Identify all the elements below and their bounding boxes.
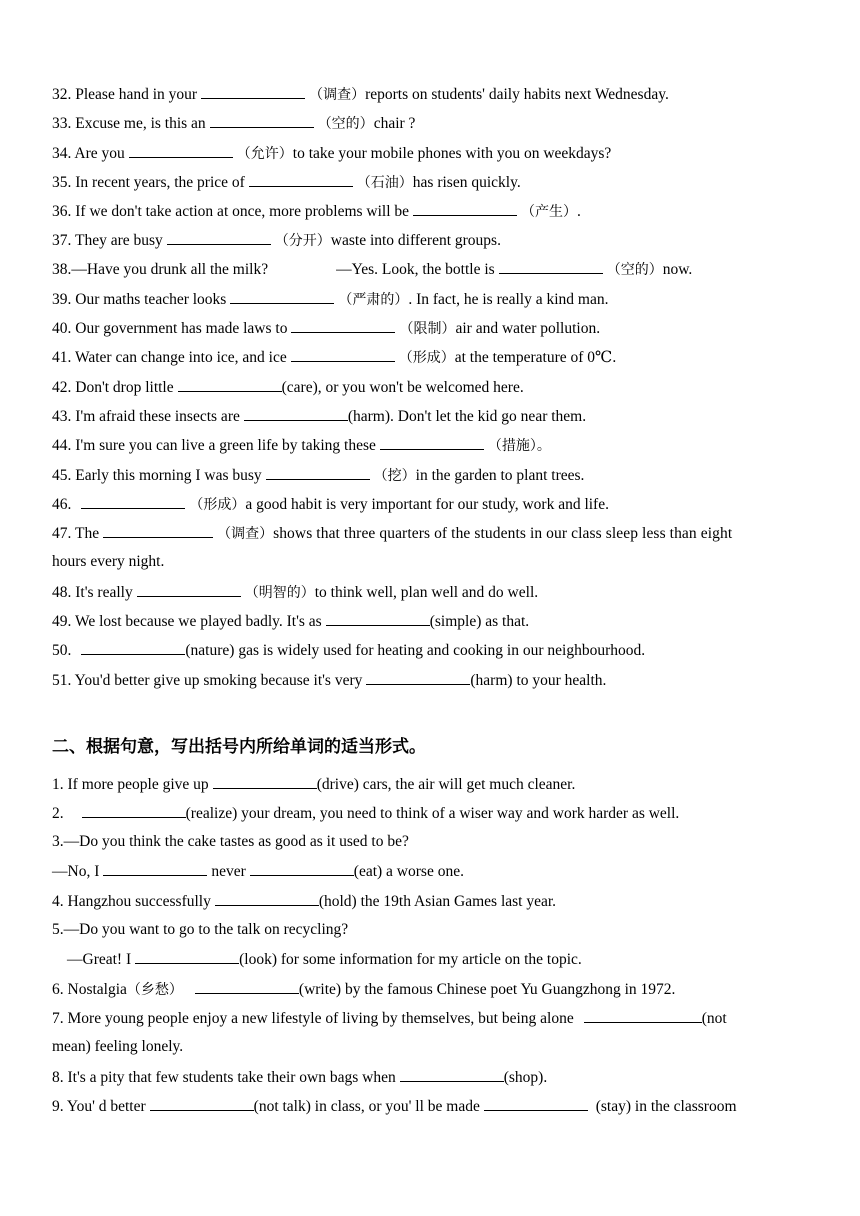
answer-blank[interactable]: [326, 611, 430, 626]
section-heading: 二、根据句意，写出括号内所给单词的适当形式。: [52, 737, 426, 757]
question-text-continued: mean) feeling lonely.: [52, 1038, 184, 1055]
question-s2-3-response: [52, 861, 810, 882]
question-text: 8. It's a pity that few students take their own bags when: [52, 1069, 396, 1086]
question-text: 42. Don't drop little: [52, 379, 174, 396]
question-text: 4. Hangzhou successfully: [52, 893, 211, 910]
answer-blank[interactable]: [81, 494, 185, 509]
hint-text: （空的）: [317, 116, 374, 132]
hint-text: (nature): [185, 642, 235, 659]
hint-text: （挖）: [373, 468, 416, 484]
question-45: [52, 465, 810, 486]
question-s2-7: [52, 1008, 810, 1029]
question-47: [52, 523, 810, 544]
hint-text: （允许）: [236, 146, 293, 162]
hint-text: （产生）: [521, 204, 578, 220]
hint-text: （严肃的）: [338, 292, 409, 308]
question-41: [52, 347, 810, 368]
hint-text: (harm): [470, 672, 513, 689]
answer-blank[interactable]: [150, 1096, 254, 1111]
question-text: —Great! I: [67, 951, 132, 968]
answer-blank[interactable]: [137, 582, 241, 597]
question-text-end: 。: [536, 438, 551, 454]
answer-blank[interactable]: [413, 201, 517, 216]
question-text-end: your dream, you need to think of a wiser way and work harder as well.: [241, 805, 680, 822]
question-36: [52, 201, 810, 222]
question-text: —No, I: [52, 863, 100, 880]
hint-text: （调查）: [309, 87, 366, 103]
answer-blank[interactable]: [266, 465, 370, 480]
question-text: 48. It's really: [52, 584, 133, 601]
question-text: 5.—Do you want to go to the talk on recycling?: [52, 921, 349, 938]
question-text: 45. Early this morning I was busy: [52, 467, 262, 484]
question-text: 9. You' d better: [52, 1098, 146, 1115]
hint-text: （石油）: [356, 175, 413, 191]
answer-blank-2[interactable]: [484, 1096, 588, 1111]
question-text: 40. Our government has made laws to: [52, 320, 288, 337]
hint-text: (simple): [429, 613, 482, 630]
question-text-end: at the temperature of 0℃.: [454, 349, 617, 366]
hint-text: (write): [298, 981, 342, 998]
question-text: 49. We lost because we played badly. It's as: [52, 613, 322, 630]
hint-text: (look): [239, 951, 278, 968]
question-text: 3.—Do you think the cake tastes as good as it used to be?: [52, 833, 409, 850]
question-text-end: cars, the air will get much cleaner.: [362, 776, 576, 793]
question-text-end: .: [543, 1069, 548, 1086]
answer-blank[interactable]: [249, 172, 353, 187]
question-s2-8: [52, 1067, 810, 1088]
question-text-end: . In fact, he is really a kind man.: [408, 291, 609, 308]
question-43: [52, 406, 810, 427]
hint-text: （调查）: [217, 526, 274, 542]
question-text-end: gas is widely used for heating and cooking in our neighbourhood.: [238, 642, 646, 659]
hint-text: （分开）: [274, 233, 331, 249]
answer-blank[interactable]: [201, 84, 305, 99]
question-text-end: reports on students' daily habits next Wednesday.: [365, 86, 669, 103]
hint-text: (realize): [185, 805, 238, 822]
question-text-end: to your health.: [516, 672, 607, 689]
question-text-end: by the famous Chinese poet Yu Guangzhong in 1972.: [344, 981, 676, 998]
question-text: 39. Our maths teacher looks: [52, 291, 227, 308]
question-s2-4: [52, 891, 810, 912]
hint-text: (care): [281, 379, 318, 396]
hint-text: (eat): [353, 863, 383, 880]
hint-text: （形成）: [398, 350, 455, 366]
hint-text-2: (stay): [595, 1098, 632, 1115]
question-text: 7. More young people enjoy a new lifestyle of living by themselves, but being alone: [52, 1010, 574, 1027]
hint-text: (harm): [347, 408, 391, 425]
question-text: 35. In recent years, the price of: [52, 174, 245, 191]
question-text: 47. The: [52, 525, 100, 542]
question-text: 34. Are you: [52, 145, 125, 162]
question-51: [52, 670, 810, 691]
question-47-continued: [52, 552, 810, 572]
answer-blank[interactable]: [178, 377, 282, 392]
answer-blank[interactable]: [81, 640, 185, 655]
question-text: 41. Water can change into ice, and ice: [52, 349, 287, 366]
question-text-end: .: [577, 203, 581, 220]
question-46: [52, 494, 810, 515]
answer-blank[interactable]: [230, 289, 334, 304]
question-text: 2.: [52, 805, 64, 822]
question-text-end: . Don't let the kid go near them.: [390, 408, 587, 425]
answer-blank[interactable]: [584, 1008, 702, 1023]
question-text-end: has risen quickly.: [412, 174, 521, 191]
question-text: 43. I'm afraid these insects are: [52, 408, 240, 425]
question-40: [52, 318, 810, 339]
question-44: [52, 435, 810, 456]
question-35: [52, 172, 810, 193]
hint-text: （措施）: [487, 438, 537, 454]
question-48: [52, 582, 810, 603]
question-s2-9: [52, 1096, 810, 1117]
question-s2-5: [52, 920, 810, 940]
hint-text: (not talk): [253, 1098, 311, 1115]
question-38: [52, 259, 810, 280]
answer-blank[interactable]: [366, 670, 470, 685]
question-text-end: in the classroom: [634, 1098, 737, 1115]
question-text: 1. If more people give up: [52, 776, 209, 793]
title-translation: （乡愁）: [126, 982, 183, 998]
question-text-end: shows that three quarters of the students in our class sleep less than eight: [273, 525, 733, 542]
answer-blank[interactable]: [215, 891, 319, 906]
answer-blank[interactable]: [167, 230, 271, 245]
question-text-end: as that.: [485, 613, 530, 630]
hint-text: (drive): [316, 776, 359, 793]
answer-blank[interactable]: [291, 347, 395, 362]
question-text-end: , or you won't be welcomed here.: [317, 379, 524, 396]
question-text: 44. I'm sure you can live a green life by taking these: [52, 437, 376, 454]
question-text: 50.: [52, 642, 72, 659]
answer-blank[interactable]: [213, 774, 317, 789]
question-text-end: in the garden to plant trees.: [415, 467, 585, 484]
question-text-middle: never: [211, 863, 246, 880]
answer-blank[interactable]: [244, 406, 348, 421]
question-33: [52, 113, 810, 134]
question-text-end: a good habit is very important for our study, work and life.: [245, 496, 609, 513]
answer-blank[interactable]: [103, 861, 207, 876]
question-text-end: to think well, plan well and do well.: [314, 584, 539, 601]
hint-text: （明智的）: [244, 585, 315, 601]
hint-text: （空的）: [606, 262, 663, 278]
answer-blank[interactable]: [400, 1067, 504, 1082]
question-text-end: now.: [662, 261, 693, 278]
hint-text: (shop): [503, 1069, 544, 1086]
question-text-middle: in class, or you' ll be made: [314, 1098, 480, 1115]
question-s2-6: [52, 979, 810, 1000]
question-text-end: to take your mobile phones with you on weekdays?: [292, 145, 612, 162]
answer-blank-2[interactable]: [250, 861, 354, 876]
question-text: 38.—Have you drunk all the milk?: [52, 261, 269, 278]
question-text: 46.: [52, 496, 72, 513]
question-text: 33. Excuse me, is this an: [52, 115, 206, 132]
question-text-end: waste into different groups.: [330, 232, 501, 249]
question-text: 6. Nostalgia: [52, 981, 127, 998]
question-text-end: a worse one.: [386, 863, 464, 880]
question-34: [52, 143, 810, 164]
question-42: [52, 377, 810, 398]
question-50: [52, 640, 810, 661]
question-37: [52, 230, 810, 251]
question-text: 37. They are busy: [52, 232, 163, 249]
answer-blank[interactable]: [103, 523, 213, 538]
hint-text: (not: [701, 1010, 727, 1027]
question-text-end: air and water pollution.: [455, 320, 601, 337]
answer-blank[interactable]: [129, 143, 233, 158]
question-s2-1: [52, 774, 810, 795]
question-s2-3: [52, 832, 810, 852]
question-49: [52, 611, 810, 632]
answer-blank[interactable]: [135, 949, 239, 964]
question-text-end: the 19th Asian Games last year.: [360, 893, 557, 910]
question-39: [52, 289, 810, 310]
question-s2-2: [52, 803, 810, 824]
question-text: 51. You'd better give up smoking because it's very: [52, 672, 363, 689]
answer-blank[interactable]: [82, 803, 186, 818]
answer-blank[interactable]: [210, 113, 314, 128]
question-text-end: chair ?: [373, 115, 416, 132]
question-text: 36. If we don't take action at once, more problems will be: [52, 203, 410, 220]
answer-blank[interactable]: [195, 979, 299, 994]
question-text-response: —Yes. Look, the bottle is: [336, 261, 495, 278]
question-32: [52, 84, 810, 105]
question-text: 32. Please hand in your: [52, 86, 198, 103]
hint-text: （形成）: [189, 497, 246, 513]
question-text-continued: hours every night.: [52, 553, 165, 570]
question-text-end: for some information for my article on the topic.: [280, 951, 582, 968]
hint-text: (hold): [318, 893, 357, 910]
answer-blank[interactable]: [291, 318, 395, 333]
answer-blank[interactable]: [499, 259, 603, 274]
question-s2-7-continued: [52, 1037, 810, 1057]
answer-blank[interactable]: [380, 435, 484, 450]
question-s2-5-response: [67, 949, 810, 970]
hint-text: （限制）: [399, 321, 456, 337]
